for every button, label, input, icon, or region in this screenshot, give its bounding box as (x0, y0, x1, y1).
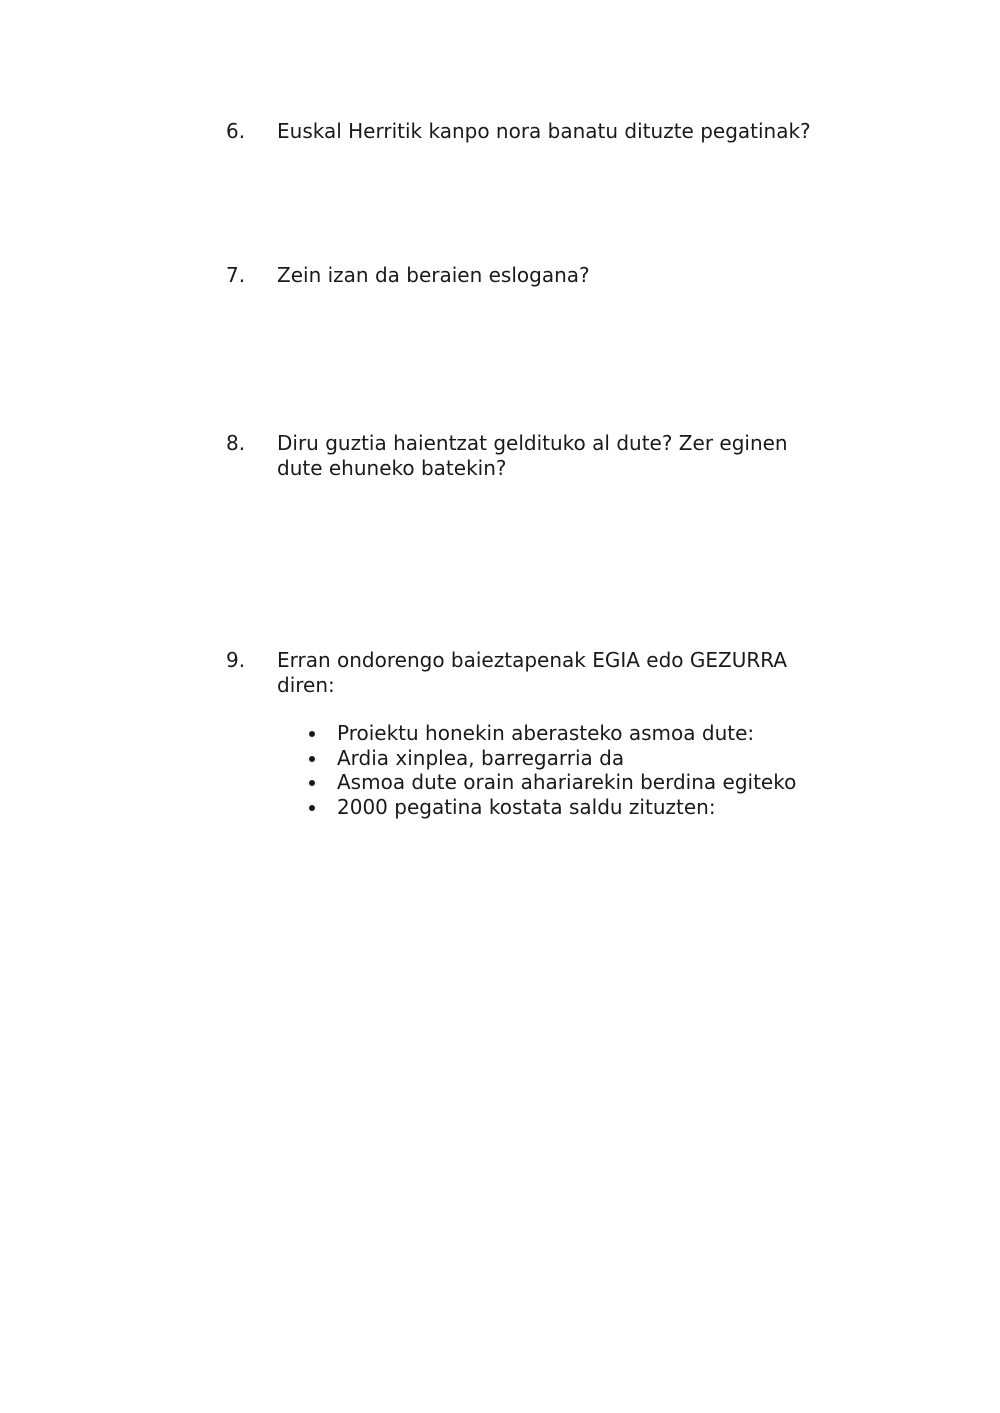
list-item (306, 795, 866, 820)
bullet-icon (309, 780, 315, 786)
question-text: Erran ondorengo baieztapenak EGIA edo GEZURRA diren: (277, 648, 787, 697)
question-text: Zein izan da beraien eslogana? (277, 263, 590, 287)
statement-text: 2000 pegatina kostata saldu zituzten: (337, 794, 716, 819)
statement-text: Proiektu honekin aberasteko asmoa dute: (337, 721, 755, 745)
bullet-icon (309, 731, 315, 737)
question-7 (226, 263, 866, 288)
question-6 (226, 119, 866, 144)
question-number: 6. (226, 119, 246, 143)
question-number: 9. (226, 648, 246, 672)
list-item (306, 746, 866, 771)
question-8 (226, 431, 866, 481)
statement-text: Asmoa dute orain ahariarekin berdina egiteko (337, 770, 797, 794)
true-false-statements-list (306, 721, 866, 819)
statement-text: Ardia xinplea, barregarria da (337, 745, 625, 770)
list-item (306, 721, 866, 746)
question-9 (226, 648, 866, 698)
bullet-icon (309, 756, 315, 762)
question-number: 8. (226, 431, 246, 455)
question-text: Diru guztia haientzat geldituko al dute? Zer eginen dute ehuneko batekin? (277, 431, 788, 480)
question-text: Euskal Herritik kanpo nora banatu dituzte pegatinak? (277, 119, 811, 143)
question-number: 7. (226, 263, 246, 287)
list-item (306, 770, 866, 795)
bullet-icon (309, 805, 315, 811)
